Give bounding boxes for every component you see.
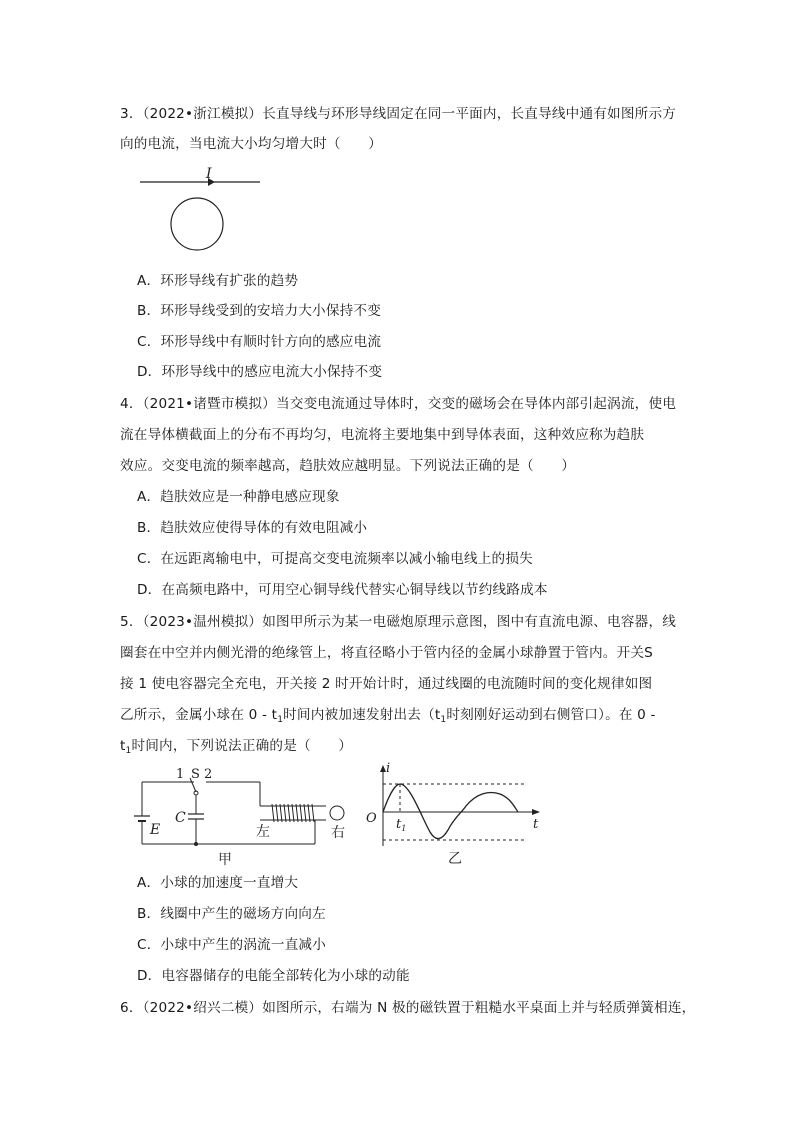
switch-label-s: S: [191, 767, 200, 782]
label-left: 左: [256, 824, 270, 840]
q5-stem-line5: [120, 737, 352, 760]
switch-terminal-2: 2: [204, 767, 213, 782]
t1-label-sub: 1: [401, 824, 407, 833]
metal-ball: [330, 806, 344, 820]
q5-option-b: B．线圈中产生的磁场方向向左: [137, 906, 326, 922]
q5-option-a: A．小球的加速度一直增大: [137, 875, 299, 891]
q4-option-c: C．在远距离输电中，可提高交变电流频率以减小输电线上的损失: [137, 551, 533, 567]
t1-label: [396, 817, 406, 833]
q4-stem-line2: 流在导体横截面上的分布不再均匀，电流将主要地集中到导体表面，这种效应称为趋肤: [120, 427, 645, 443]
switch-terminal-1: 1: [176, 767, 185, 782]
q3-stem-line2: 向的电流，当电流大小均匀增大时（ ）: [120, 136, 383, 152]
q5-option-c: C．小球中产生的涡流一直减小: [137, 937, 327, 953]
q3-figure: [138, 166, 268, 256]
q4-option-a: A．趋肤效应是一种静电感应现象: [137, 489, 340, 505]
label-right: 右: [331, 825, 345, 841]
capacitor-label-c: C: [175, 810, 186, 826]
q5-figure-jia: [130, 764, 360, 868]
q4-option-b: B．趋肤效应使得导体的有效电阻减小: [137, 520, 368, 536]
q5-stem-line2: 圈套在中空并内侧光滑的绝缘管上，将直径略小于管内径的金属小球静置于管内。开关S: [120, 645, 653, 661]
ring-wire: [171, 198, 223, 250]
q5-line4-part-c: 时刻刚好运动到右侧管口）。在 0 -: [446, 707, 656, 723]
t1-label-t: t: [396, 817, 402, 832]
q3-option-a: A．环形导线有扩张的趋势: [137, 273, 299, 289]
q4-stem-line1: 4．（2021•诸暨市模拟）当交变电流通过导体时，交变的磁场会在导体内部引起涡流，使电: [120, 396, 677, 412]
q5-stem-line1: 5．（2023•温州模拟）如图甲所示为某一电磁炮原理示意图，图中有直流电源、电容器，线: [120, 614, 677, 630]
q3-stem-line1: 3．（2022•浙江模拟）长直导线与环形导线固定在同一平面内，长直导线中通有如图所示方: [120, 106, 677, 122]
q4-stem-line3: 效应。交变电流的频率越高，趋肤效应越明显。下列说法正确的是（ ）: [120, 458, 576, 474]
axis-label-i: i: [386, 761, 391, 776]
axis-t-arrow-icon: [532, 809, 540, 815]
caption-jia: 甲: [218, 852, 232, 868]
q5-line4-part-b: 时间内被加速发射出去（t: [283, 707, 441, 723]
q5-line4-sub1: 1: [277, 715, 284, 725]
caption-yi: 乙: [448, 851, 462, 867]
coil: [272, 804, 314, 822]
q5-option-d: D．电容器储存的电能全部转化为小球的动能: [137, 968, 410, 984]
q5-stem-line3: 接 1 使电容器完全充电，开关接 2 时开始计时，通过线圈的电流随时间的变化规律如图: [120, 676, 653, 692]
axis-label-t: t: [533, 817, 539, 832]
q5-stem-line4: [120, 706, 656, 729]
q5-line4-sub2: 1: [440, 715, 447, 725]
junction-dot: [194, 842, 198, 846]
q3-option-d: D．环形导线中的感应电流大小保持不变: [137, 364, 383, 380]
q6-stem-line1: 6．（2022•绍兴二模）如图所示，右端为 N 极的磁铁置于粗糙水平桌面上并与轻质弹簧相连，: [120, 1000, 696, 1016]
q5-line5-sub: 1: [125, 746, 132, 756]
q5-figure-yi: [362, 762, 548, 868]
q4-option-d: D．在高频电路中，可用空心铜导线代替实心铜导线以节约线路成本: [137, 582, 548, 598]
origin-label: O: [366, 811, 377, 826]
q5-line5-part-a: t: [120, 738, 126, 754]
q5-line5-part-b: 时间内，下列说法正确的是（ ）: [131, 738, 353, 754]
q5-line4-part-a: 乙所示，金属小球在 0 - t: [120, 707, 278, 723]
q3-option-c: C．环形导线中有顺时针方向的感应电流: [137, 334, 382, 350]
q3-option-b: B．环形导线受到的安培力大小保持不变: [137, 303, 382, 319]
battery-label-e: E: [150, 822, 161, 838]
current-label: I: [206, 166, 212, 182]
